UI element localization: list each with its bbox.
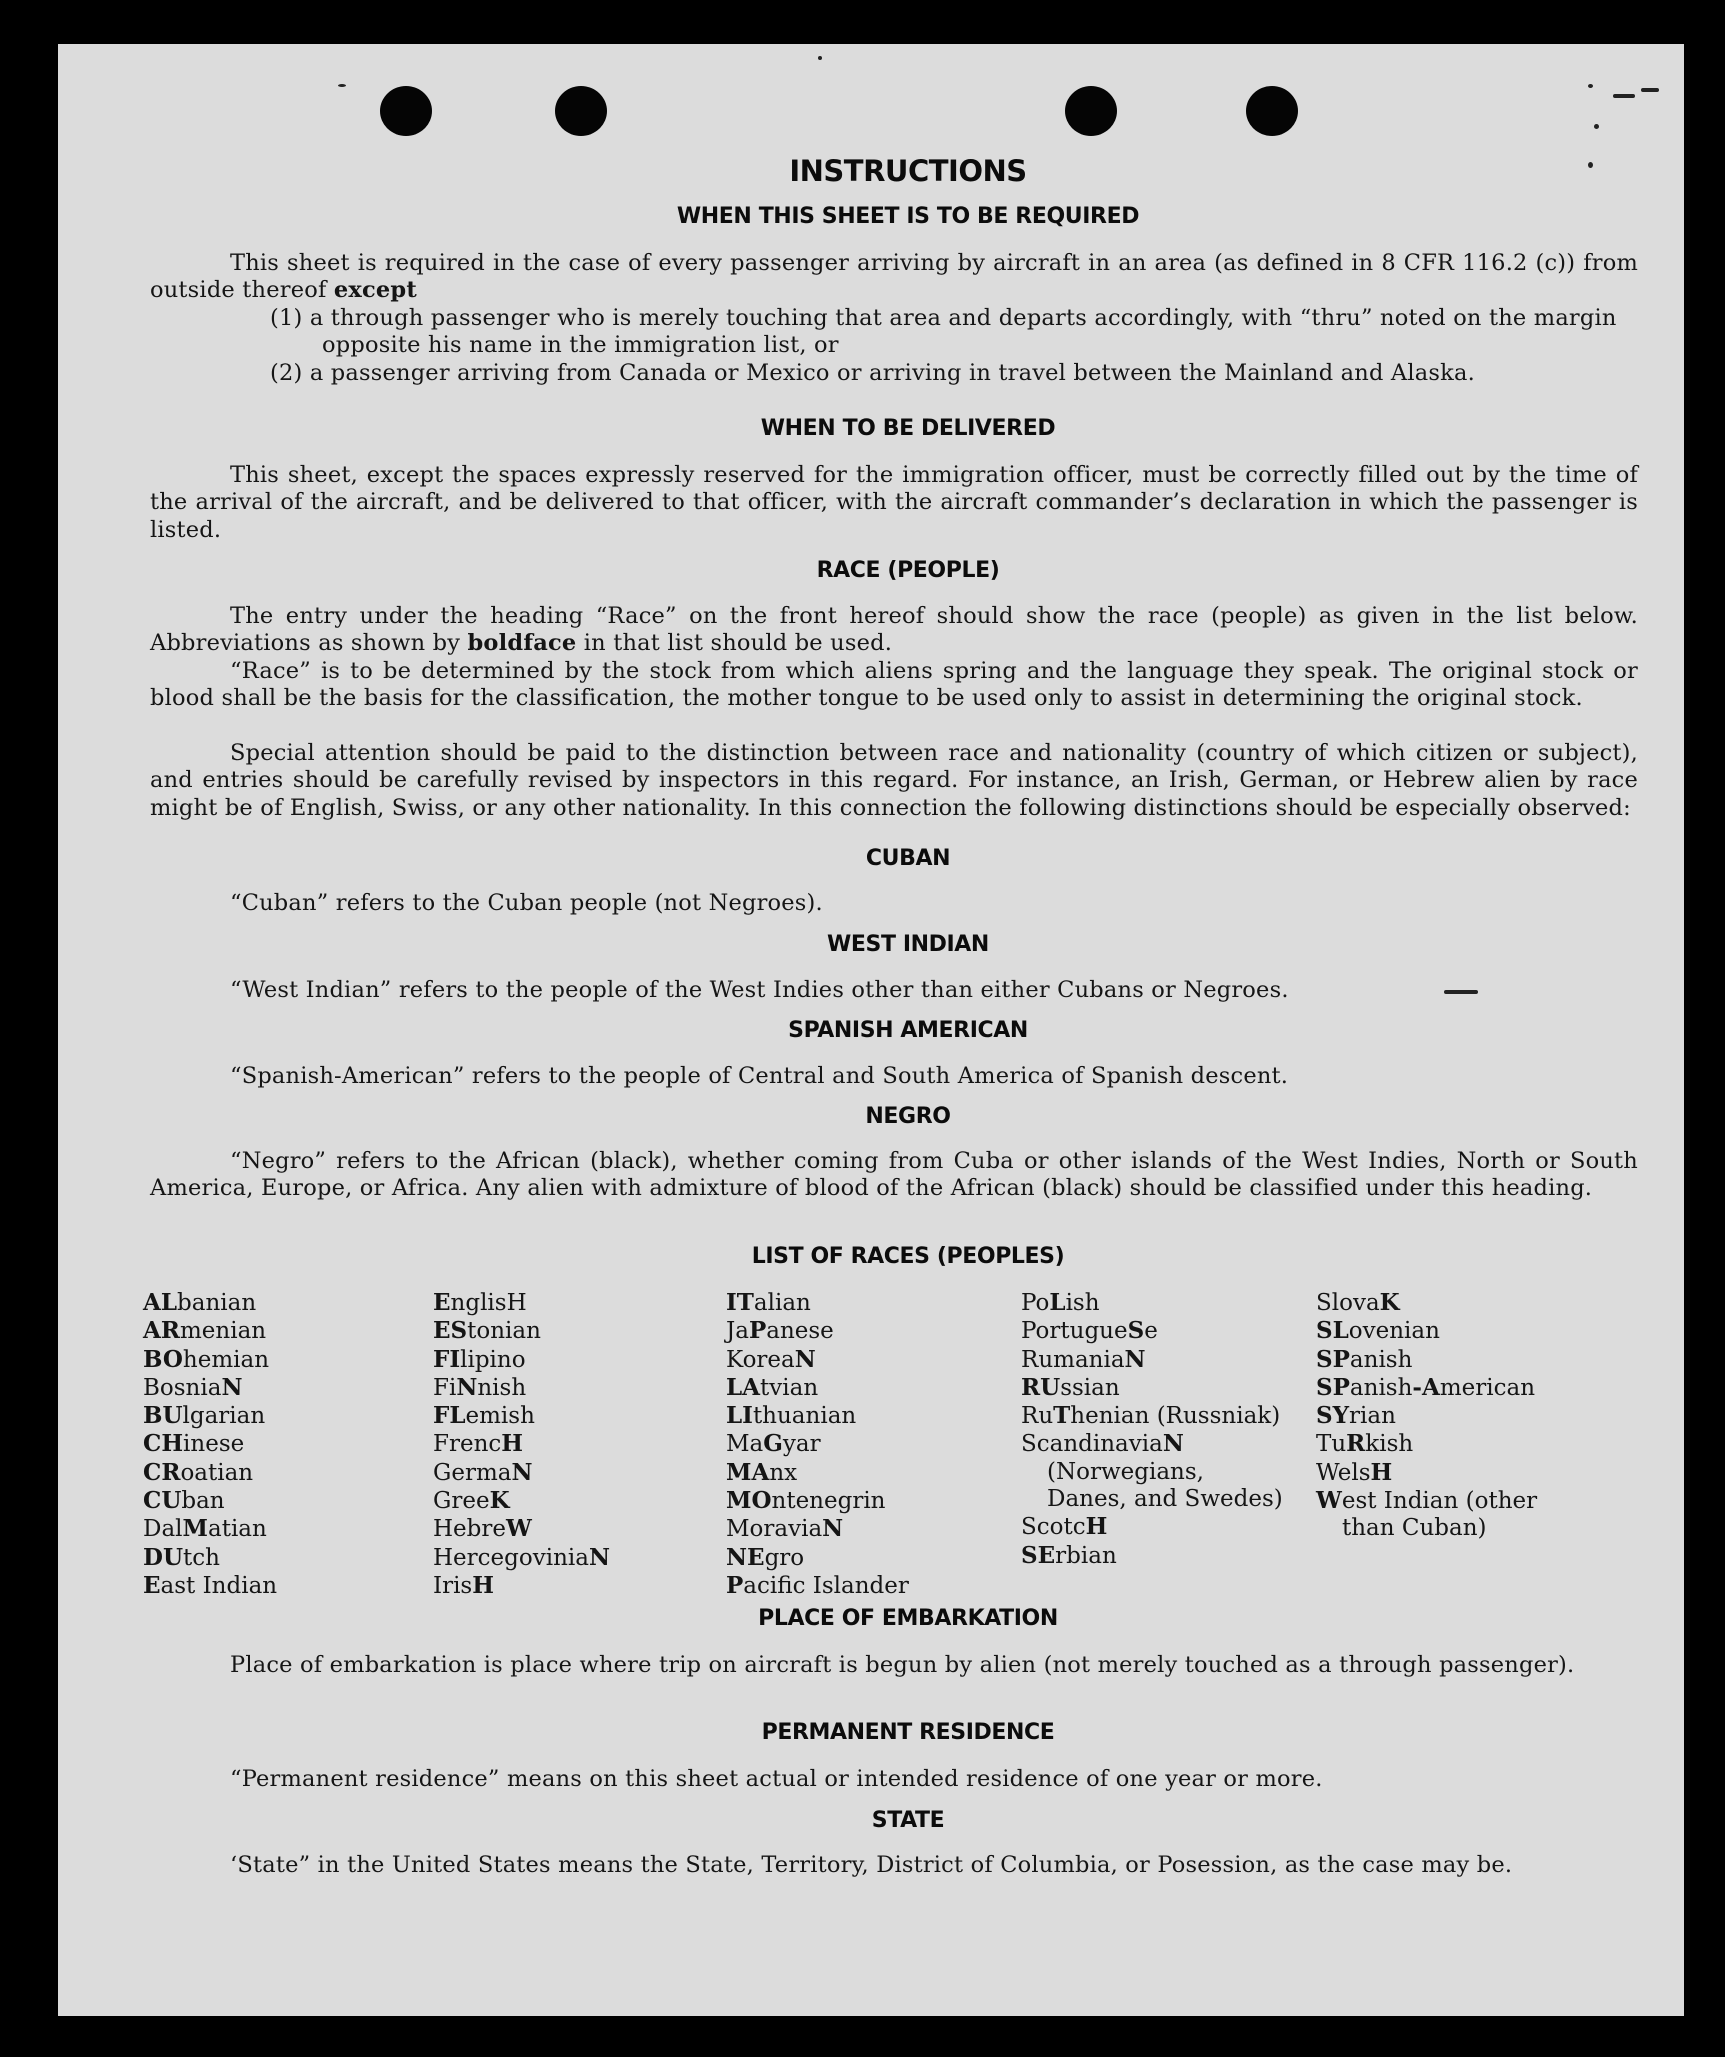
race-entry: HercegoviniaN — [433, 1543, 610, 1571]
race-entry: CUban — [143, 1487, 225, 1515]
race-entry: East Indian — [143, 1571, 278, 1599]
west-indian-text: “West Indian” refers to the people of the West Indies other than either Cubans or Negroes. — [230, 977, 1289, 1003]
heading-when-required: WHEN THIS SHEET IS TO BE REQUIRED — [676, 204, 1140, 229]
paper-speck — [1588, 84, 1593, 88]
race-paragraph-2: “Race” is to be determined by the stock from which aliens spring and the language they speak. The original stock or blood shall be the basis for the classification, the mother tongue to be used only to assist in determining the original stock. — [150, 658, 1638, 712]
race-entry: DUtch — [143, 1543, 220, 1571]
race-entry: SYrian — [1316, 1402, 1396, 1430]
race-entry: MaGyar — [726, 1430, 821, 1458]
race-entry: BOhemian — [143, 1345, 270, 1373]
races-column — [726, 1289, 986, 1600]
embarkation-text: Place of embarkation is place where trip on aircraft is begun by alien (not merely touched as a through passenger). — [230, 1652, 1575, 1678]
race-entry: TuRkish — [1316, 1430, 1414, 1458]
race-entry: GermaN — [433, 1458, 533, 1486]
paper-speck — [1613, 94, 1635, 98]
race-entry: RuThenian (Russniak) — [1021, 1402, 1281, 1430]
paper-speck — [1594, 124, 1599, 129]
race-paragraph-3: Special attention should be paid to the distinction between race and nationality (country of which citizen or subject), and entries should be carefully revised by inspectors in this regard. For instance, an Irish, German, or Hebrew alien by race might be of English, Swiss, or any other nationality. In this connection the following distinctions should be especially observed: — [150, 740, 1638, 821]
heading-permanent-residence: PERMANENT RESIDENCE — [761, 1720, 1055, 1745]
instruction-sheet — [58, 44, 1684, 2016]
race-entry: FiNnish — [433, 1373, 527, 1401]
race-entry: Pacific Islander — [726, 1571, 909, 1599]
races-column — [1021, 1289, 1286, 1570]
heading-state: STATE — [871, 1808, 945, 1833]
race-entry: CRoatian — [143, 1458, 254, 1486]
race-p1-tail: in that list should be used. — [576, 630, 893, 657]
race-entry: SErbian — [1021, 1541, 1117, 1569]
punch-hole — [380, 86, 432, 136]
race-entry: ScotcH — [1021, 1513, 1108, 1541]
required-intro — [150, 250, 1638, 305]
race-entry: HebreW — [433, 1515, 532, 1543]
race-entry: CHinese — [143, 1430, 245, 1458]
paper-speck — [1641, 88, 1659, 92]
race-entry: MoraviaN — [726, 1515, 844, 1543]
races-column — [1316, 1289, 1566, 1543]
required-item: (2) a passenger arriving from Canada or Mexico or arriving in travel between the Mainland and Alaska. — [270, 360, 1475, 386]
race-entry: SPanish — [1316, 1345, 1413, 1373]
required-intro-text: This sheet is required in the case of every passenger arriving by aircraft in an area (as defined in 8 CFR 116.2 (c)) from outside thereof — [150, 250, 1638, 304]
race-entry: JaPanese — [726, 1317, 834, 1345]
punch-hole — [555, 86, 607, 136]
race-entry: SPanish-American — [1316, 1373, 1536, 1401]
negro-text: “Negro” refers to the African (black), whether coming from Cuba or other islands of the West Indies, North or South America, Europe, or Africa. Any alien with admixture of blood of the African (black) should be classified under this heading. — [150, 1148, 1638, 1202]
race-entry: SLovenian — [1316, 1317, 1440, 1345]
punch-hole — [1065, 86, 1117, 136]
race-entry: ARmenian — [143, 1317, 267, 1345]
race-entry: FrencH — [433, 1430, 523, 1458]
heading-west-indian: WEST INDIAN — [827, 932, 989, 957]
races-column — [143, 1289, 403, 1600]
race-entry: EnglisH — [433, 1289, 527, 1316]
heading-negro: NEGRO — [865, 1104, 951, 1129]
race-entry: EStonian — [433, 1317, 541, 1345]
heading-race: RACE (PEOPLE) — [816, 558, 1000, 583]
races-list — [143, 1289, 1683, 1609]
race-entry: GreeK — [433, 1487, 510, 1515]
race-entry: NEgro — [726, 1543, 805, 1571]
delivered-text: This sheet, except the spaces expressly reserved for the immigration officer, must be correctly filled out by the time of the arrival of the aircraft, and be delivered to that officer, with the aircraft commander’s declaration in which the passenger is listed. — [150, 462, 1638, 543]
race-paragraph-1 — [150, 603, 1638, 658]
race-entry: BUlgarian — [143, 1402, 266, 1430]
race-entry: LAtvian — [726, 1373, 819, 1401]
race-entry: DalMatian — [143, 1515, 267, 1543]
residence-text: “Permanent residence” means on this sheet actual or intended residence of one year or more. — [230, 1766, 1323, 1792]
race-p1-text: The entry under the heading “Race” on the front hereof should show the race (people) as given in the list below. Abbreviations as shown by — [150, 603, 1638, 657]
heading-when-delivered: WHEN TO BE DELIVERED — [760, 416, 1056, 441]
race-entry: PoLish — [1021, 1289, 1100, 1316]
race-entry: MAnx — [726, 1458, 798, 1486]
race-entry: SlovaK — [1316, 1289, 1400, 1316]
page-title: INSTRUCTIONS — [789, 154, 1027, 188]
race-entry: ALbanian — [143, 1289, 257, 1316]
race-entry: PortugueSe — [1021, 1317, 1158, 1345]
race-entry: RumaniaN — [1021, 1345, 1146, 1373]
race-entry: FLemish — [433, 1402, 535, 1430]
race-entry: KoreaN — [726, 1345, 816, 1373]
heading-list-of-races: LIST OF RACES (PEOPLES) — [751, 1244, 1065, 1269]
race-entry: West Indian (other than Cuban) — [1316, 1487, 1538, 1542]
heading-cuban: CUBAN — [865, 846, 951, 871]
spanish-american-text: “Spanish-American” refers to the people of Central and South America of Spanish descent. — [230, 1063, 1289, 1089]
cuban-text: “Cuban” refers to the Cuban people (not Negroes). — [230, 890, 823, 916]
paper-speck — [338, 84, 346, 87]
required-item: (1) a through passenger who is merely touching that area and departs accordingly, with “thru” noted on the margin opposite his name in the immigration list, or — [270, 305, 1617, 359]
paper-speck — [818, 56, 822, 60]
heading-spanish-american: SPANISH AMERICAN — [788, 1018, 1028, 1043]
race-entry: IrisH — [433, 1571, 494, 1599]
race-entry: WelsH — [1316, 1458, 1393, 1486]
state-text: ‘State” in the United States means the State, Territory, District of Columbia, or Posession, as the case may be. — [230, 1852, 1513, 1878]
punch-hole — [1246, 86, 1298, 136]
race-p1-bold: boldface — [467, 630, 577, 657]
race-entry: BosniaN — [143, 1373, 243, 1401]
race-entry: RUssian — [1021, 1373, 1120, 1401]
required-intro-bold: except — [333, 277, 417, 304]
heading-embarkation: PLACE OF EMBARKATION — [758, 1606, 1058, 1631]
race-entry: ITalian — [726, 1289, 811, 1316]
race-entry: MOntenegrin — [726, 1487, 886, 1515]
race-entry: LIthuanian — [726, 1402, 857, 1430]
race-entry: ScandinaviaN (Norwegians, Danes, and Swedes) — [1021, 1430, 1283, 1513]
races-column — [433, 1289, 693, 1600]
race-entry: FIlipino — [433, 1345, 526, 1373]
